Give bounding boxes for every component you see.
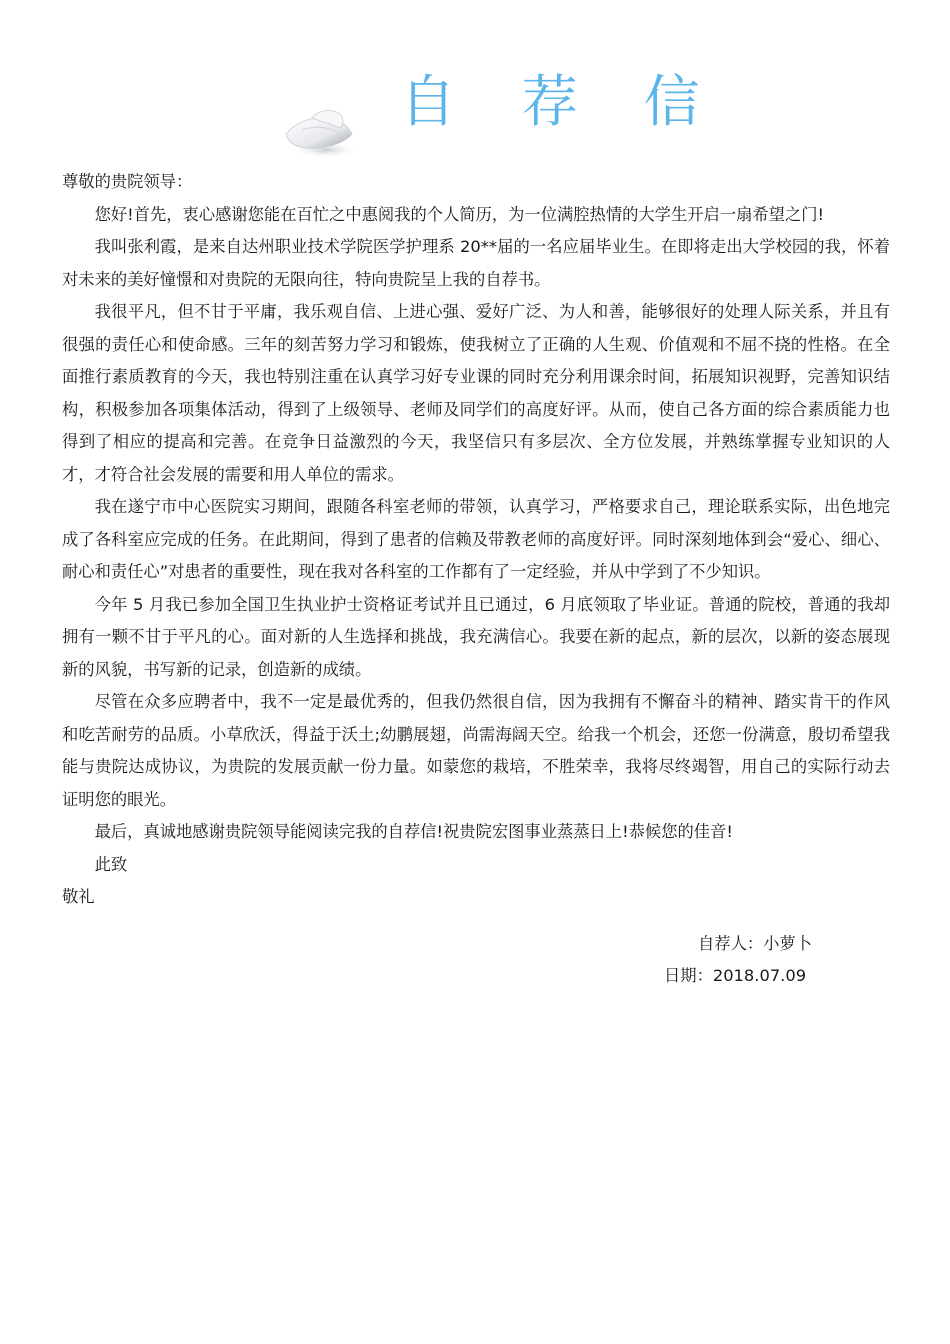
paragraph-confidence: 尽管在众多应聘者中，我不一定是最优秀的，但我仍然很自信，因为我拥有不懈奋斗的精神、踏实肯干的作风和吃苦耐劳的品质。小草欣沃，得益于沃土;幼鹏展翅，尚需海阔天空。给我一个机会，还您一份满意，殷切希望我能与贵院达成协议，为贵院的发展贡献一份力量。如蒙您的栽培，不胜荣幸，我将尽终竭智，用自己的实际行动去证明您的眼光。 [62, 692, 890, 809]
paragraph-internship: 我在遂宁市中心医院实习期间，跟随各科室老师的带领，认真学习，严格要求自己，理论联系实际，出色地完成了各科室应完成的任务。在此期间，得到了患者的信赖及带教老师的高度好评。同时深刻地体到会“爱心、细心、耐心和责任心”对患者的重要性，现在我对各科室的工作都有了一定经验，并从中学到了不少知识。 [62, 497, 890, 581]
letter-title: 自 荐 信 [400, 70, 724, 135]
nurse-cap-icon [282, 104, 362, 160]
signer-name: 自荐人：小萝卜 [698, 934, 812, 953]
paragraph-qualification: 今年 5 月我已参加全国卫生执业护士资格证考试并且已通过，6 月底领取了毕业证。普通的院校，普通的我却拥有一颗不甘于平凡的心。面对新的人生选择和挑战，我充满信心。我要在新的起点，新的层次，以新的姿态展现新的风貌，书写新的记录，创造新的成绩。 [62, 594, 890, 679]
paragraph-greeting: 您好!首先，衷心感谢您能在百忙之中惠阅我的个人简历，为一位满腔热情的大学生开启一扇希望之门! [94, 204, 825, 224]
closing-jingli: 敬礼 [62, 887, 95, 906]
salutation: 尊敬的贵院领导： [62, 172, 193, 191]
paragraph-introduction: 我叫张利霞，是来自达州职业技术学院医学护理系 20**届的一名应届毕业生。在即将走出大学校园的我，怀着对未来的美好憧憬和对贵院的无限向往，特向贵院呈上我的自荐书。 [62, 237, 890, 289]
paragraph-thanks: 最后，真诚地感谢贵院领导能阅读完我的自荐信!祝贵院宏图事业蒸蒸日上!恭候您的佳音! [94, 822, 733, 841]
letter-header [0, 68, 950, 168]
paragraph-personality: 我很平凡，但不甘于平庸，我乐观自信、上进心强、爱好广泛、为人和善，能够很好的处理人际关系，并且有很强的责任心和使命感。三年的刻苦努力学习和锻炼，使我树立了正确的人生观、价值观和不屈不挠的性格。在全面推行素质教育的今天，我也特别注重在认真学习好专业课的同时充分利用课余时间，拓展知识视野，完善知识结构，积极参加各项集体活动，得到了上级领导、老师及同学们的高度好评。从而，使自己各方面的综合素质能力也得到了相应的提高和完善。在竞争日益激烈的今天，我坚信只有多层次、全方位发展，并熟练掌握专业知识的人才，才符合社会发展的需要和用人单位的需求。 [62, 302, 890, 484]
closing-cizhi: 此致 [94, 854, 128, 874]
letter-date: 日期：2018.07.09 [664, 966, 807, 985]
letter-body [62, 166, 890, 914]
